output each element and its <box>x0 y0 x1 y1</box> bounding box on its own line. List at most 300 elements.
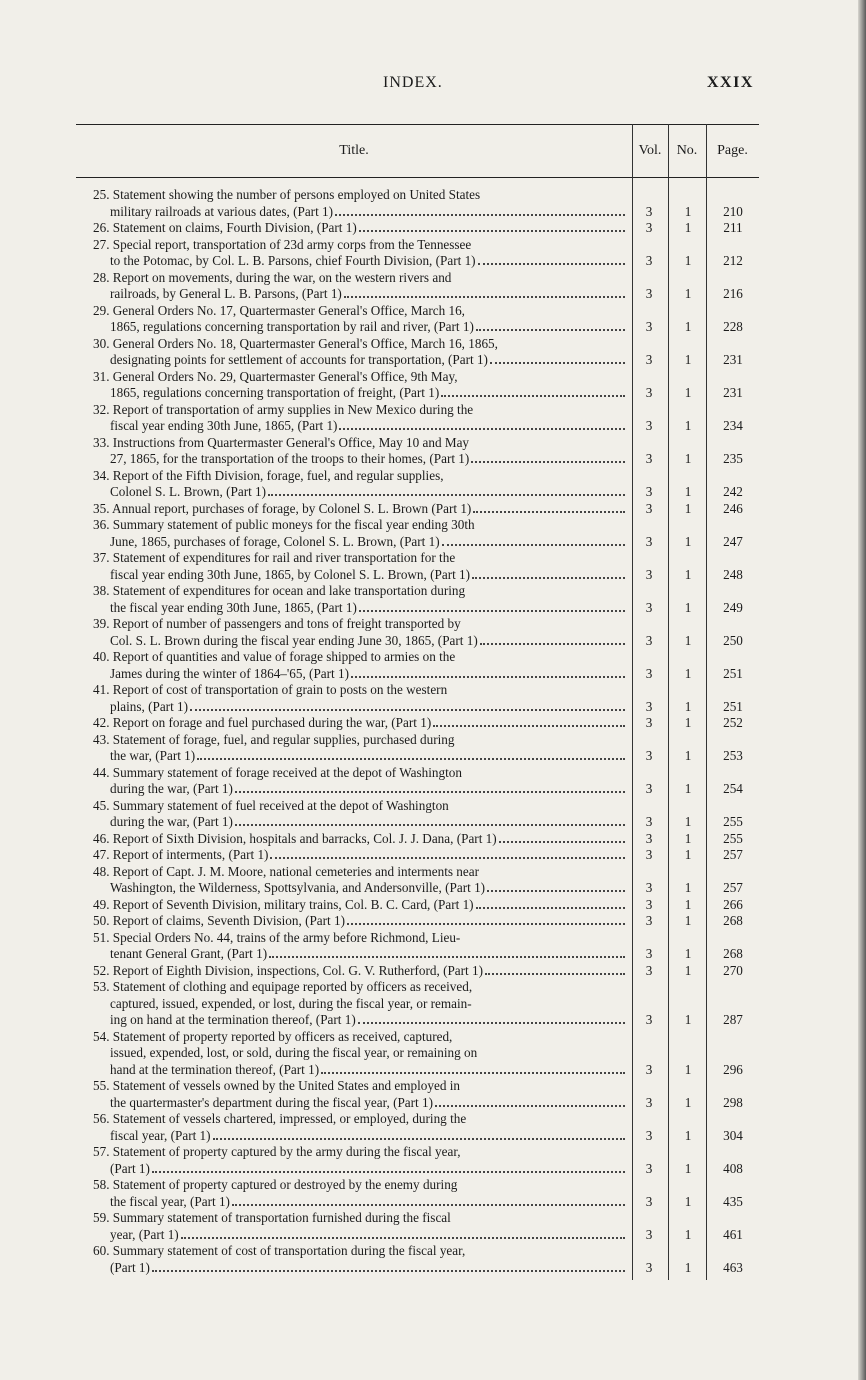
entry-vol: 3 <box>645 286 653 301</box>
index-entry <box>76 616 759 649</box>
entry-title-text: 42. Report on forage and fuel purchased during the war, (Part 1) <box>93 715 432 730</box>
entry-title-text: Col. S. L. Brown during the fiscal year ending June 30, 1865, (Part 1) <box>110 632 478 648</box>
entry-title-text: designating points for settlement of accounts for transportation, (Part 1) <box>110 352 488 367</box>
entry-title-line <box>93 963 629 980</box>
entry-vol: 3 <box>645 632 653 648</box>
entry-title-text: 58. Statement of property captured or destroyed by the enemy during <box>93 1177 458 1192</box>
entry-no: 1 <box>684 781 692 796</box>
entry-no: 1 <box>684 946 692 961</box>
entry-title-text: 52. Report of Eighth Division, inspections, Col. G. V. Rutherford, (Part 1) <box>93 962 483 978</box>
entry-title-line <box>93 616 629 633</box>
entry-title-line <box>93 369 629 386</box>
index-entry <box>76 501 759 518</box>
entry-title <box>76 616 629 649</box>
entry-title-line <box>93 435 629 452</box>
entry-title-text: 30. General Orders No. 18, Quartermaster General's Office, March 16, 1865, <box>93 335 498 351</box>
entry-no: 1 <box>684 352 692 367</box>
entry-title-text: the fiscal year, (Part 1) <box>110 1193 230 1209</box>
page-numeral: XXIX <box>707 74 754 91</box>
entry-no: 1 <box>684 698 692 714</box>
entry-title <box>76 715 629 732</box>
index-entry <box>76 1078 759 1111</box>
entry-page: 255 <box>723 830 743 846</box>
entry-page: 268 <box>723 913 743 928</box>
entry-title-text: 28. Report on movements, during the war, on the western rivers and <box>93 269 452 285</box>
index-entry <box>76 963 759 980</box>
entry-title-line <box>93 765 629 782</box>
entry-title-line <box>93 814 629 831</box>
entry-page: 296 <box>723 1061 743 1077</box>
entry-title-text: railroads, by General L. B. Parsons, (Part 1) <box>110 286 342 301</box>
entry-title <box>76 682 629 715</box>
index-entry <box>76 1177 759 1210</box>
entry-title-text: during the war, (Part 1) <box>110 781 233 796</box>
entry-page: 408 <box>723 1160 743 1176</box>
entry-title <box>76 1210 629 1243</box>
entry-title <box>76 732 629 765</box>
index-entry <box>76 1029 759 1079</box>
entry-title-line <box>93 1095 629 1112</box>
entry-title-text: the quartermaster's department during the fiscal year, (Part 1) <box>110 1094 433 1110</box>
dot-leader <box>499 831 625 843</box>
entry-title-text: 33. Instructions from Quartermaster General's Office, May 10 and May <box>93 434 470 450</box>
entry-title-text: tenant General Grant, (Part 1) <box>110 946 268 961</box>
entry-no: 1 <box>684 830 692 846</box>
entry-title-text: 1865, regulations concerning transportation by rail and river, (Part 1) <box>110 319 474 334</box>
dot-leader <box>435 1095 625 1107</box>
entry-title-line <box>93 451 629 468</box>
entry-title-line <box>93 418 629 435</box>
entry-no: 1 <box>684 1160 692 1176</box>
entry-title-line <box>93 352 629 369</box>
page-edge <box>858 0 866 1380</box>
entry-title-text: the fiscal year ending 30th June, 1865, (Part 1) <box>110 599 357 615</box>
entry-title-line <box>93 286 629 303</box>
entry-title-text: 53. Statement of clothing and equipage reported by officers as received, <box>93 979 473 994</box>
index-entry <box>76 369 759 402</box>
index-entry <box>76 765 759 798</box>
dot-leader <box>478 253 625 265</box>
entry-vol: 3 <box>645 451 653 466</box>
entry-title <box>76 336 629 369</box>
index-entry <box>76 682 759 715</box>
entry-title-line <box>93 715 629 732</box>
entry-no: 1 <box>684 220 692 235</box>
entry-no: 1 <box>684 253 692 268</box>
entry-title-text: fiscal year ending 30th June, 1865, (Part 1) <box>110 418 338 433</box>
column-header-title: Title. <box>339 143 369 158</box>
entry-page: 228 <box>723 319 743 334</box>
entry-title-text: 29. General Orders No. 17, Quartermaster General's Office, March 16, <box>93 302 465 318</box>
dot-leader <box>358 1012 625 1024</box>
entry-title-line <box>93 1045 629 1062</box>
entry-page: 254 <box>723 781 743 796</box>
entry-title-text: 51. Special Orders No. 44, trains of the army before Richmond, Lieu- <box>93 929 461 945</box>
entry-title-line <box>93 534 629 551</box>
entry-title <box>76 1029 629 1079</box>
entry-title-line <box>93 1144 629 1161</box>
index-entry <box>76 798 759 831</box>
entry-vol: 3 <box>645 847 653 862</box>
entry-page: 242 <box>723 484 743 499</box>
entry-title <box>76 237 629 270</box>
entry-title-line <box>93 666 629 683</box>
entry-title-line <box>93 897 629 914</box>
entry-title <box>76 1144 629 1177</box>
entry-title-text: 25. Statement showing the number of persons employed on United States <box>93 187 481 202</box>
entry-title-line <box>93 1227 629 1244</box>
entry-page: 231 <box>723 385 743 400</box>
entry-title <box>76 517 629 550</box>
column-header-no: No. <box>676 143 698 158</box>
index-entry <box>76 1144 759 1177</box>
index-entry <box>76 435 759 468</box>
entry-title-line <box>93 253 629 270</box>
entry-page: 211 <box>723 220 743 235</box>
entry-vol: 3 <box>645 599 653 615</box>
entry-title <box>76 765 629 798</box>
entry-title <box>76 303 629 336</box>
entry-title <box>76 435 629 468</box>
entry-title <box>76 369 629 402</box>
dot-leader <box>268 484 625 496</box>
entry-page: 248 <box>723 566 743 582</box>
entry-vol: 3 <box>645 385 653 400</box>
index-entry <box>76 715 759 732</box>
dot-leader <box>339 418 625 430</box>
entry-page: 287 <box>723 1012 743 1027</box>
entry-title-line <box>93 1012 629 1029</box>
dot-leader <box>351 666 625 678</box>
column-header-page: Page. <box>717 143 748 158</box>
dot-leader <box>232 1194 625 1206</box>
entry-title-text: captured, issued, expended, or lost, during the fiscal year, or remain- <box>110 995 472 1011</box>
index-entry <box>76 336 759 369</box>
index-entry <box>76 831 759 848</box>
entry-no: 1 <box>684 599 692 615</box>
entry-no: 1 <box>684 1226 692 1242</box>
entry-page: 257 <box>723 847 743 862</box>
index-entry <box>76 517 759 550</box>
dot-leader <box>441 385 625 397</box>
dot-leader <box>490 352 625 364</box>
entry-page: 250 <box>723 632 743 648</box>
entry-title-line <box>93 930 629 947</box>
entry-page: 231 <box>723 352 743 367</box>
entry-page: 246 <box>723 500 743 516</box>
entry-title-line <box>93 847 629 864</box>
entry-title-text: James during the winter of 1864–'65, (Part 1) <box>110 665 349 681</box>
entry-title-text: 39. Report of number of passengers and tons of freight transported by <box>93 616 461 631</box>
entry-title-line <box>93 583 629 600</box>
dot-leader <box>359 600 625 612</box>
entry-title-line <box>93 831 629 848</box>
entry-title-text: 34. Report of the Fifth Division, forage, fuel, and regular supplies, <box>93 467 444 483</box>
dot-leader <box>347 913 625 925</box>
entry-title <box>76 1078 629 1111</box>
entry-title-text: hand at the termination thereof, (Part 1) <box>110 1061 320 1077</box>
dot-leader <box>152 1260 625 1272</box>
entry-title-text: 46. Report of Sixth Division, hospitals and barracks, Col. J. J. Dana, (Part 1) <box>93 830 497 846</box>
entry-vol: 3 <box>645 566 653 582</box>
entry-title-text: 59. Summary statement of transportation furnished during the fiscal <box>93 1210 451 1225</box>
dot-leader <box>359 220 625 232</box>
entry-title-line <box>93 237 629 254</box>
column-header-vol: Vol. <box>638 143 662 158</box>
entry-title <box>76 913 629 930</box>
running-head <box>0 74 866 98</box>
index-entry <box>76 732 759 765</box>
dot-leader <box>442 534 625 546</box>
entry-vol: 3 <box>645 814 653 829</box>
dot-leader <box>190 699 625 711</box>
entry-title-text: 26. Statement on claims, Fourth Division, (Part 1) <box>93 220 357 235</box>
entry-no: 1 <box>684 533 692 549</box>
entry-title-text: 55. Statement of vessels owned by the United States and employed in <box>93 1078 460 1093</box>
entry-no: 1 <box>684 319 692 334</box>
entry-no: 1 <box>684 715 692 730</box>
dot-leader <box>344 286 625 298</box>
entry-vol: 3 <box>645 946 653 961</box>
entry-no: 1 <box>684 203 692 219</box>
dot-leader <box>270 847 625 859</box>
entry-page: 210 <box>723 203 743 219</box>
index-entry <box>76 402 759 435</box>
entry-title-text: 37. Statement of expenditures for rail and river transportation for the <box>93 550 456 565</box>
entry-title-line <box>93 336 629 353</box>
entry-vol: 3 <box>645 913 653 928</box>
entry-title-line <box>93 1194 629 1211</box>
entry-page: 251 <box>723 665 743 681</box>
entry-title-text: 49. Report of Seventh Division, military trains, Col. B. C. Card, (Part 1) <box>93 896 474 912</box>
dot-leader <box>213 1128 625 1140</box>
index-entries <box>76 187 759 1276</box>
dot-leader <box>321 1062 625 1074</box>
entry-no: 1 <box>684 847 692 862</box>
entry-title-text: 27, 1865, for the transportation of the troops to their homes, (Part 1) <box>110 451 470 466</box>
entry-page: 298 <box>723 1094 743 1110</box>
entry-title <box>76 649 629 682</box>
entry-vol: 3 <box>645 1012 653 1027</box>
entry-title-line <box>93 204 629 221</box>
entry-page: 253 <box>723 748 743 763</box>
entry-title-line <box>93 946 629 963</box>
entry-title-text: military railroads at various dates, (Part 1) <box>110 203 334 219</box>
entry-page: 212 <box>723 253 743 268</box>
entry-vol: 3 <box>645 665 653 681</box>
entry-title-text: 44. Summary statement of forage received at the depot of Washington <box>93 764 462 780</box>
entry-title-line <box>93 633 629 650</box>
entry-title-line <box>93 468 629 485</box>
entry-title-text: 48. Report of Capt. J. M. Moore, national cemeteries and interments near <box>93 863 479 879</box>
index-entry <box>76 187 759 220</box>
entry-vol: 3 <box>645 896 653 912</box>
entry-title <box>76 930 629 963</box>
entry-vol: 3 <box>645 220 653 235</box>
entry-page: 270 <box>723 962 743 978</box>
entry-page: 461 <box>723 1226 743 1242</box>
entry-title <box>76 550 629 583</box>
index-entry <box>76 1111 759 1144</box>
entry-title-line <box>93 1161 629 1178</box>
entry-vol: 3 <box>645 253 653 268</box>
entry-title <box>76 270 629 303</box>
entry-title-text: 54. Statement of property reported by officers as received, captured, <box>93 1028 453 1044</box>
entry-title-text: 47. Report of interments, (Part 1) <box>93 847 269 862</box>
entry-title-line <box>93 517 629 534</box>
entry-page: 247 <box>723 533 743 549</box>
entry-title-text: (Part 1) <box>110 1160 150 1176</box>
entry-no: 1 <box>684 896 692 912</box>
entry-vol: 3 <box>645 319 653 334</box>
entry-title <box>76 468 629 501</box>
entry-vol: 3 <box>645 880 653 895</box>
entry-title-line <box>93 567 629 584</box>
index-entry <box>76 930 759 963</box>
index-entry <box>76 913 759 930</box>
entry-no: 1 <box>684 1127 692 1143</box>
index-entry <box>76 220 759 237</box>
dot-leader <box>471 451 625 463</box>
entry-title-line <box>93 1260 629 1277</box>
entry-no: 1 <box>684 1061 692 1077</box>
entry-title-line <box>93 1029 629 1046</box>
dot-leader <box>476 319 625 331</box>
entry-title-line <box>93 220 629 237</box>
entry-title-text: 45. Summary statement of fuel received at the depot of Washington <box>93 797 449 813</box>
entry-vol: 3 <box>645 203 653 219</box>
entry-title-text: issued, expended, lost, or sold, during the fiscal year, or remaining on <box>110 1045 478 1060</box>
entry-vol: 3 <box>645 533 653 549</box>
entry-vol: 3 <box>645 1226 653 1242</box>
entry-title-line <box>93 270 629 287</box>
entry-title <box>76 847 629 864</box>
entry-page: 257 <box>723 880 743 895</box>
dot-leader <box>335 204 625 216</box>
entry-title-line <box>93 600 629 617</box>
entry-vol: 3 <box>645 1193 653 1209</box>
entry-page: 249 <box>723 599 743 615</box>
entry-no: 1 <box>684 913 692 928</box>
entry-title-text: plains, (Part 1) <box>110 698 189 714</box>
dot-leader <box>473 501 625 513</box>
entry-title-line <box>93 913 629 930</box>
entry-page: 463 <box>723 1259 743 1275</box>
entry-no: 1 <box>684 1259 692 1275</box>
entry-vol: 3 <box>645 1160 653 1176</box>
entry-title-text: 27. Special report, transportation of 23d army corps from the Tennessee <box>93 236 472 252</box>
index-entry <box>76 1210 759 1243</box>
entry-title-line <box>93 303 629 320</box>
index-entry <box>76 649 759 682</box>
entry-title <box>76 220 629 237</box>
entry-title <box>76 1243 629 1276</box>
index-entry <box>76 1243 759 1276</box>
entry-title-line <box>93 699 629 716</box>
entry-page: 251 <box>723 698 743 714</box>
index-entry <box>76 864 759 897</box>
entry-title-text: 40. Report of quantities and value of forage shipped to armies on the <box>93 649 456 664</box>
entry-title-text: (Part 1) <box>110 1259 150 1275</box>
entry-page: 435 <box>723 1193 743 1209</box>
dot-leader <box>487 880 625 892</box>
entry-title <box>76 583 629 616</box>
entry-vol: 3 <box>645 352 653 367</box>
dot-leader <box>480 633 625 645</box>
entry-title-line <box>93 1078 629 1095</box>
entry-title <box>76 798 629 831</box>
entry-title-text: 38. Statement of expenditures for ocean and lake transportation during <box>93 583 466 598</box>
entry-title-text: fiscal year ending 30th June, 1865, by Colonel S. L. Brown, (Part 1) <box>110 566 471 582</box>
entry-no: 1 <box>684 962 692 978</box>
entry-no: 1 <box>684 500 692 516</box>
entry-page: 268 <box>723 946 743 961</box>
dot-leader <box>152 1161 625 1173</box>
entry-title-text: 56. Statement of vessels chartered, impressed, or employed, during the <box>93 1111 467 1126</box>
dot-leader <box>485 963 625 975</box>
entry-title-text: Colonel S. L. Brown, (Part 1) <box>110 484 267 499</box>
entry-vol: 3 <box>645 418 653 433</box>
entry-title-line <box>93 1111 629 1128</box>
entry-vol: 3 <box>645 830 653 846</box>
entry-title <box>76 831 629 848</box>
entry-no: 1 <box>684 748 692 763</box>
index-entry <box>76 583 759 616</box>
entry-title-line <box>93 501 629 518</box>
index-entry <box>76 550 759 583</box>
entry-title-line <box>93 732 629 749</box>
entry-title <box>76 1111 629 1144</box>
dot-leader <box>235 781 625 793</box>
entry-vol: 3 <box>645 962 653 978</box>
entry-page: 234 <box>723 418 743 433</box>
entry-vol: 3 <box>645 781 653 796</box>
dot-leader <box>181 1227 625 1239</box>
entry-title-line <box>93 979 629 996</box>
entry-page: 266 <box>723 896 743 912</box>
entry-title <box>76 1177 629 1210</box>
entry-title-line <box>93 484 629 501</box>
entry-title <box>76 402 629 435</box>
entry-title <box>76 187 629 220</box>
entry-title-line <box>93 748 629 765</box>
entry-page: 252 <box>723 715 743 730</box>
entry-no: 1 <box>684 632 692 648</box>
entry-no: 1 <box>684 451 692 466</box>
header-rule <box>76 177 759 178</box>
entry-no: 1 <box>684 880 692 895</box>
index-entry <box>76 897 759 914</box>
index-entry <box>76 237 759 270</box>
entry-title-line <box>93 550 629 567</box>
entry-title-text: 60. Summary statement of cost of transportation during the fiscal year, <box>93 1243 466 1258</box>
entry-title-text: 50. Report of claims, Seventh Division, (Part 1) <box>93 913 345 928</box>
dot-leader <box>197 748 625 760</box>
entry-title <box>76 864 629 897</box>
entry-title-text: 32. Report of transportation of army supplies in New Mexico during the <box>93 401 474 417</box>
dot-leader <box>433 715 625 727</box>
dot-leader <box>235 814 625 826</box>
entry-no: 1 <box>684 1094 692 1110</box>
entry-page: 216 <box>723 286 743 301</box>
entry-title-text: the war, (Part 1) <box>110 748 196 763</box>
index-entry <box>76 468 759 501</box>
entry-title-line <box>93 880 629 897</box>
entry-title-text: 43. Statement of forage, fuel, and regular supplies, purchased during <box>93 731 455 747</box>
index-entry <box>76 270 759 303</box>
entry-title-line <box>93 781 629 798</box>
entry-title-text: 31. General Orders No. 29, Quartermaster General's Office, 9th May, <box>93 368 458 384</box>
